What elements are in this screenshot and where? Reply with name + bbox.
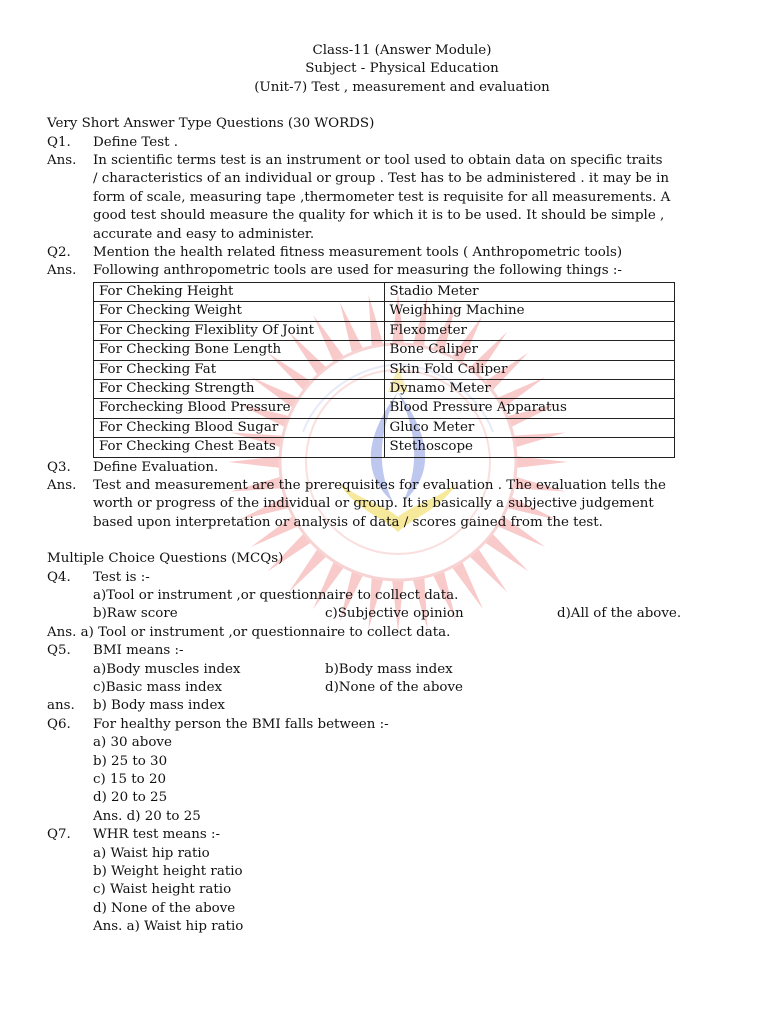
option-c: c)Basic mass index [93, 680, 223, 695]
question-number: Q4. [47, 569, 71, 585]
answer-label: Ans. [47, 263, 77, 279]
answer-label: Ans. [47, 153, 77, 169]
answer-line: In scientific terms test is an instrument or tool used to obtain data on specific traits [93, 153, 663, 169]
measure-cell: For Checking Chest Beats [94, 438, 385, 457]
answer-1 [47, 152, 727, 244]
question-number: Q5. [47, 643, 71, 659]
table-row [94, 399, 675, 418]
answer-line: good test should measure the quality for which it is to be used. It should be simple , [93, 208, 665, 224]
anthropometric-tools-table [93, 282, 675, 458]
options-row [47, 679, 727, 697]
tool-cell: Weighhing Machine [384, 302, 675, 321]
option-b: b) 25 to 30 [93, 753, 168, 769]
table-row [94, 438, 675, 457]
answer-5 [47, 697, 727, 715]
tool-cell: Stethoscope [384, 438, 675, 457]
document-content [47, 42, 727, 937]
question-text: Define Evaluation. [93, 459, 219, 475]
question-text: Mention the health related fitness measurement tools ( Anthropometric tools) [93, 245, 623, 261]
table-row [94, 302, 675, 321]
option-a: a) Waist hip ratio [93, 845, 210, 861]
question-text: Define Test . [93, 134, 178, 150]
question-7 [47, 826, 727, 844]
question-text: WHR test means :- [93, 827, 220, 843]
answer-label: Ans. [47, 477, 77, 493]
measure-cell: For Checking Flexiblity Of Joint [94, 321, 385, 340]
question-number: Q6. [47, 716, 71, 732]
answer-line: Test and measurement are the prerequisites for evaluation . The evaluation tells the [93, 477, 666, 493]
measure-cell: For Cheking Height [94, 282, 385, 301]
answer-line: based upon interpretation or analysis of data / scores gained from the test. [93, 514, 603, 530]
answer-line: accurate and easy to administer. [93, 226, 315, 242]
question-6 [47, 716, 727, 734]
tool-cell: Bone Caliper [384, 341, 675, 360]
question-text: Test is :- [93, 569, 150, 585]
answer-7: Ans. a) Waist hip ratio [93, 919, 244, 935]
answer-line: form of scale, measuring tape ,thermometer test is requisite for all measurements. A [93, 189, 671, 205]
answer-line: worth or progress of the individual or group. It is basically a subjective judgement [93, 496, 654, 512]
answer-label: ans. [47, 698, 75, 714]
question-1 [47, 134, 727, 152]
measure-cell: For Checking Weight [94, 302, 385, 321]
question-number: Q2. [47, 245, 71, 261]
answer-6: Ans. d) 20 to 25 [93, 808, 201, 824]
option-a: a)Tool or instrument ,or questionnaire to collect data. [93, 587, 459, 603]
question-number: Q3. [47, 459, 71, 475]
option-c: c)Subjective opinion [325, 606, 464, 622]
doc-header-unit: (Unit-7) Test , measurement and evaluation [254, 79, 550, 95]
section-heading-short-answer: Very Short Answer Type Questions (30 WORDS) [47, 116, 375, 132]
answer-text: Following anthropometric tools are used for measuring the following things :- [93, 263, 622, 279]
options-row [47, 661, 727, 679]
option-c: c) Waist height ratio [93, 882, 232, 898]
tool-cell: Skin Fold Caliper [384, 360, 675, 379]
question-4 [47, 569, 727, 587]
doc-header-class: Class-11 (Answer Module) [312, 43, 492, 58]
table-row [94, 360, 675, 379]
tool-cell: Gluco Meter [384, 418, 675, 437]
question-number: Q1. [47, 134, 71, 150]
measure-cell: For Checking Blood Sugar [94, 418, 385, 437]
tool-cell: Dynamo Meter [384, 379, 675, 398]
answer-line: / characteristics of an individual or group . Test has to be administered . it may be in [93, 171, 669, 187]
table-row [94, 341, 675, 360]
option-a: a)Body muscles index [93, 661, 241, 677]
tool-cell: Flexometer [384, 321, 675, 340]
question-number: Q7. [47, 827, 71, 843]
option-d: d) 20 to 25 [93, 790, 168, 806]
option-b: b) Weight height ratio [93, 864, 243, 880]
tool-cell: Stadio Meter [384, 282, 675, 301]
option-b: b)Raw score [93, 606, 178, 622]
answer-3 [47, 477, 727, 532]
answer-4: Ans. a) Tool or instrument ,or questionnaire to collect data. [47, 624, 451, 640]
table-row [94, 418, 675, 437]
table-row [94, 379, 675, 398]
option-d: d) None of the above [93, 900, 236, 916]
question-3 [47, 459, 727, 477]
options-row [47, 605, 727, 623]
option-c: c) 15 to 20 [93, 772, 167, 788]
question-text: BMI means :- [93, 643, 184, 659]
option-b: b)Body mass index [325, 661, 453, 677]
measure-cell: For Checking Fat [94, 360, 385, 379]
doc-header-subject: Subject - Physical Education [305, 61, 499, 77]
tool-cell: Blood Pressure Apparatus [384, 399, 675, 418]
answer-2 [47, 262, 727, 280]
question-2 [47, 244, 727, 262]
measure-cell: For Checking Bone Length [94, 341, 385, 360]
option-d: d)All of the above. [557, 606, 682, 622]
question-text: For healthy person the BMI falls between :- [93, 716, 389, 732]
answer-text: b) Body mass index [93, 698, 225, 714]
measure-cell: Forchecking Blood Pressure [94, 399, 385, 418]
section-heading-mcq: Multiple Choice Questions (MCQs) [47, 551, 284, 567]
question-5 [47, 642, 727, 660]
measure-cell: For Checking Strength [94, 379, 385, 398]
table-row [94, 282, 675, 301]
option-d: d)None of the above [325, 680, 463, 695]
option-a: a) 30 above [93, 735, 172, 751]
table-row [94, 321, 675, 340]
